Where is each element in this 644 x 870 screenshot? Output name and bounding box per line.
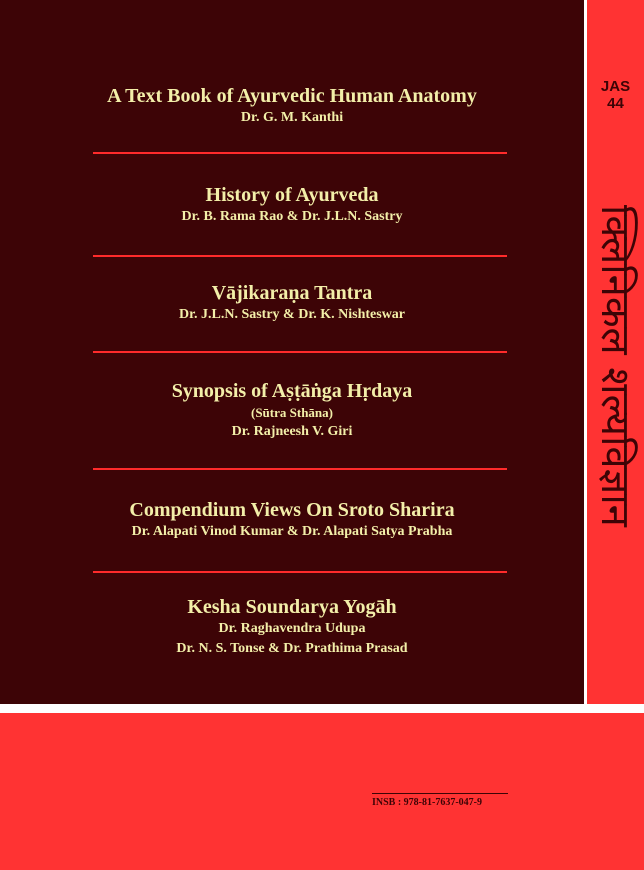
spine-code [587, 78, 644, 112]
spine-code-series: JAS [600, 78, 631, 95]
book-title: Synopsis of Aṣṭāṅga Hṛdaya [171, 380, 413, 402]
book-entry [0, 595, 584, 659]
book-entry [0, 281, 584, 325]
book-author: Dr. G. M. Kanthi [240, 110, 344, 125]
spine-code-number: 44 [607, 95, 624, 112]
spine-title: क्लिनिकल शल्यविज्ञान [592, 205, 638, 527]
book-entry [0, 498, 584, 542]
book-author: Dr. B. Rama Rao & Dr. J.L.N. Sastry [181, 209, 403, 224]
book-author: Dr. Alapati Vinod Kumar & Dr. Alapati Satya Prabha [131, 524, 453, 539]
book-author: Dr. Raghavendra Udupa [218, 621, 366, 636]
divider-line [93, 152, 507, 154]
divider-line [93, 468, 507, 470]
book-author: Dr. Rajneesh V. Giri [231, 424, 353, 439]
divider-line [93, 255, 507, 257]
divider-line [93, 351, 507, 353]
horizontal-white-rule [0, 704, 644, 713]
book-author: Dr. N. S. Tonse & Dr. Prathima Prasad [176, 641, 408, 656]
book-entry [0, 379, 584, 442]
book-title: Compendium Views On Sroto Sharira [129, 499, 455, 521]
divider-line [93, 571, 507, 573]
book-title: Vājikaraṇa Tantra [211, 282, 373, 304]
book-title: Kesha Soundarya Yogāh [187, 596, 397, 618]
isbn-text: INSB : 978-81-7637-047-9 [372, 797, 482, 808]
book-subtitle: (Sūtra Sthāna) [251, 405, 333, 420]
book-author: Dr. J.L.N. Sastry & Dr. K. Nishteswar [178, 307, 406, 322]
book-title: A Text Book of Ayurvedic Human Anatomy [107, 85, 477, 107]
book-entry [0, 84, 584, 128]
book-title: History of Ayurveda [205, 184, 379, 206]
isbn-rule [372, 793, 508, 794]
book-entry [0, 183, 584, 227]
